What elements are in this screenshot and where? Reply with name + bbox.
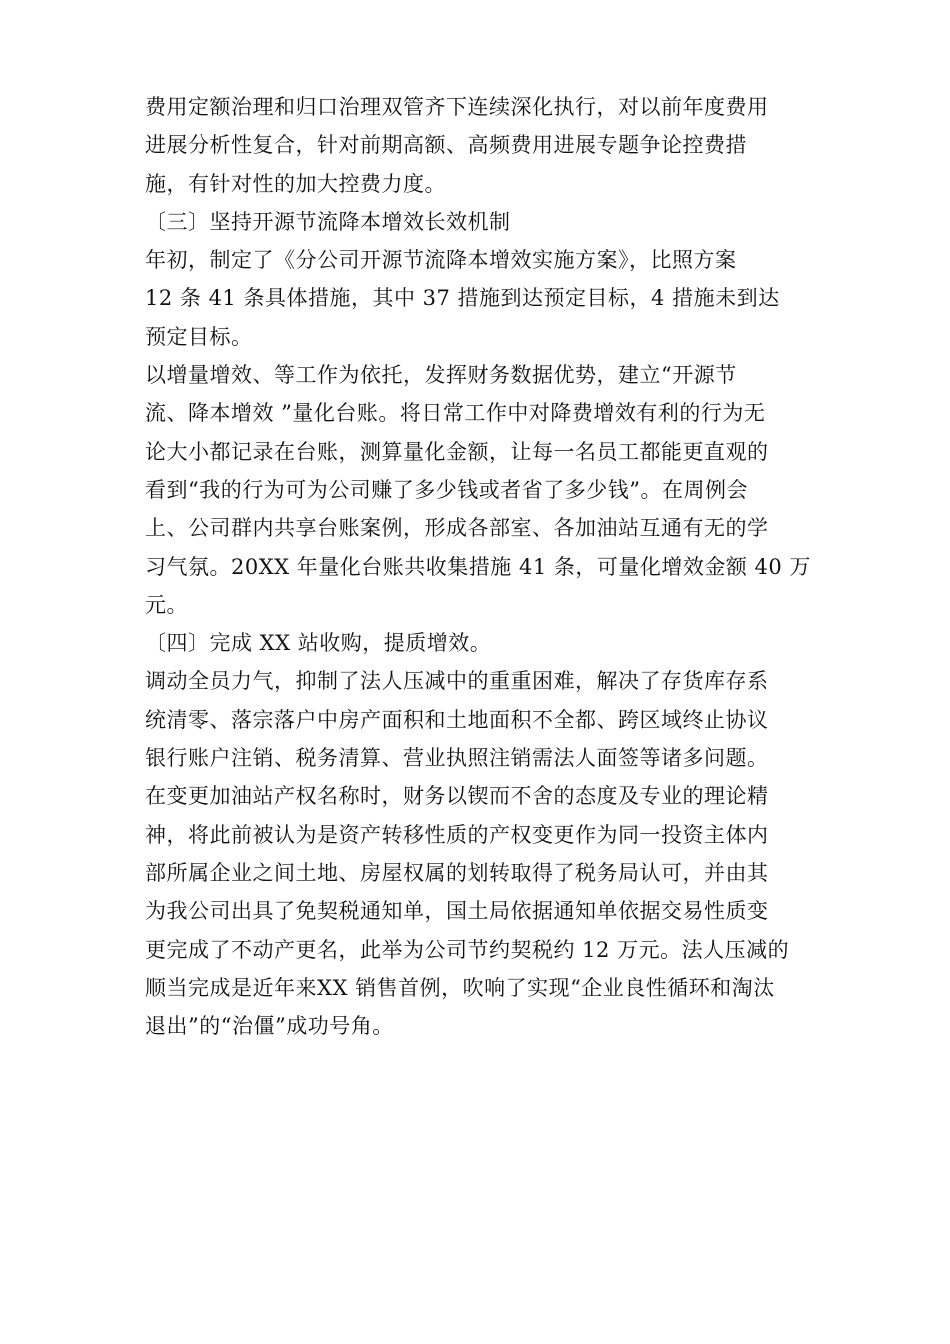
text-line: 进展分析性复合，针对前期高额、高频费用进展专题争论控费措 bbox=[145, 133, 747, 158]
text-line: 以增量增效、等工作为依托，发挥财务数据优势，建立“开源节 bbox=[145, 363, 737, 388]
text-line: 流、降本增效 ”量化台账。将日常工作中对降费增效有利的行为无 bbox=[145, 401, 766, 426]
text-line: 元。 bbox=[145, 592, 188, 617]
text-line: 顺当完成是近年来XX 销售首例，吹响了实现“企业良性循环和淘汰 bbox=[145, 975, 775, 1000]
paragraph-cost-control bbox=[145, 88, 810, 203]
text-line: 年初，制定了《分公司开源节流降本增效实施方案》，比照方案 bbox=[145, 248, 737, 273]
text-line: 预定目标。 bbox=[145, 324, 253, 349]
section-heading-3: 〔三〕坚持开源节流降本增效长效机制 bbox=[145, 209, 511, 234]
text-line: 习气氛。20XX 年量化台账共收集措施 41 条，可量化增效金额 40 万 bbox=[145, 554, 811, 579]
text-line: 银行账户注销、税务清算、营业执照注销需法人面签等诸多问题。 bbox=[145, 746, 769, 771]
document-body bbox=[145, 88, 810, 1045]
text-line: 部所属企业之间土地、房屋权属的划转取得了税务局认可，并由其 bbox=[145, 860, 769, 885]
text-line: 施，有针对性的加大控费力度。 bbox=[145, 171, 446, 196]
text-line: 上、公司群内共享台账案例，形成各部室、各加油站互通有无的学 bbox=[145, 516, 769, 541]
text-line: 退出”的“治僵”成功号角。 bbox=[145, 1014, 394, 1039]
text-line: 为我公司出具了免契税通知单，国土局依据通知单依据交易性质变 bbox=[145, 899, 769, 924]
text-line: 看到“我的行为可为公司赚了多少钱或者省了多少钱”。在周例会 bbox=[145, 477, 748, 502]
text-line: 更完成了不动产更名，此举为公司节约契税约 12 万元。法人压减的 bbox=[145, 937, 790, 962]
paragraph-plan bbox=[145, 241, 810, 356]
paragraph-ledger bbox=[145, 356, 810, 624]
paragraph-acquisition bbox=[145, 662, 810, 1045]
section-heading-4: 〔四〕完成 XX 站收购，提质增效。 bbox=[145, 631, 492, 656]
text-line: 神，将此前被认为是资产转移性质的产权变更作为同一投资主体内 bbox=[145, 822, 769, 847]
text-line: 调动全员力气，抑制了法人压减中的重重困难，解决了存货库存系 bbox=[145, 669, 769, 694]
text-line: 费用定额治理和归口治理双管齐下连续深化执行，对以前年度费用 bbox=[145, 95, 769, 119]
text-line: 论大小都记录在台账，测算量化金额，让每一名员工都能更直观的 bbox=[145, 439, 769, 464]
text-line: 统清零、落宗落户中房产面积和土地面积不全都、跨区域终止协议 bbox=[145, 707, 769, 732]
text-line: 12 条 41 条具体措施，其中 37 措施到达预定目标，4 措施未到达 bbox=[145, 286, 780, 311]
text-line: 在变更加油站产权名称时，财务以锲而不舍的态度及专业的理论精 bbox=[145, 784, 769, 809]
